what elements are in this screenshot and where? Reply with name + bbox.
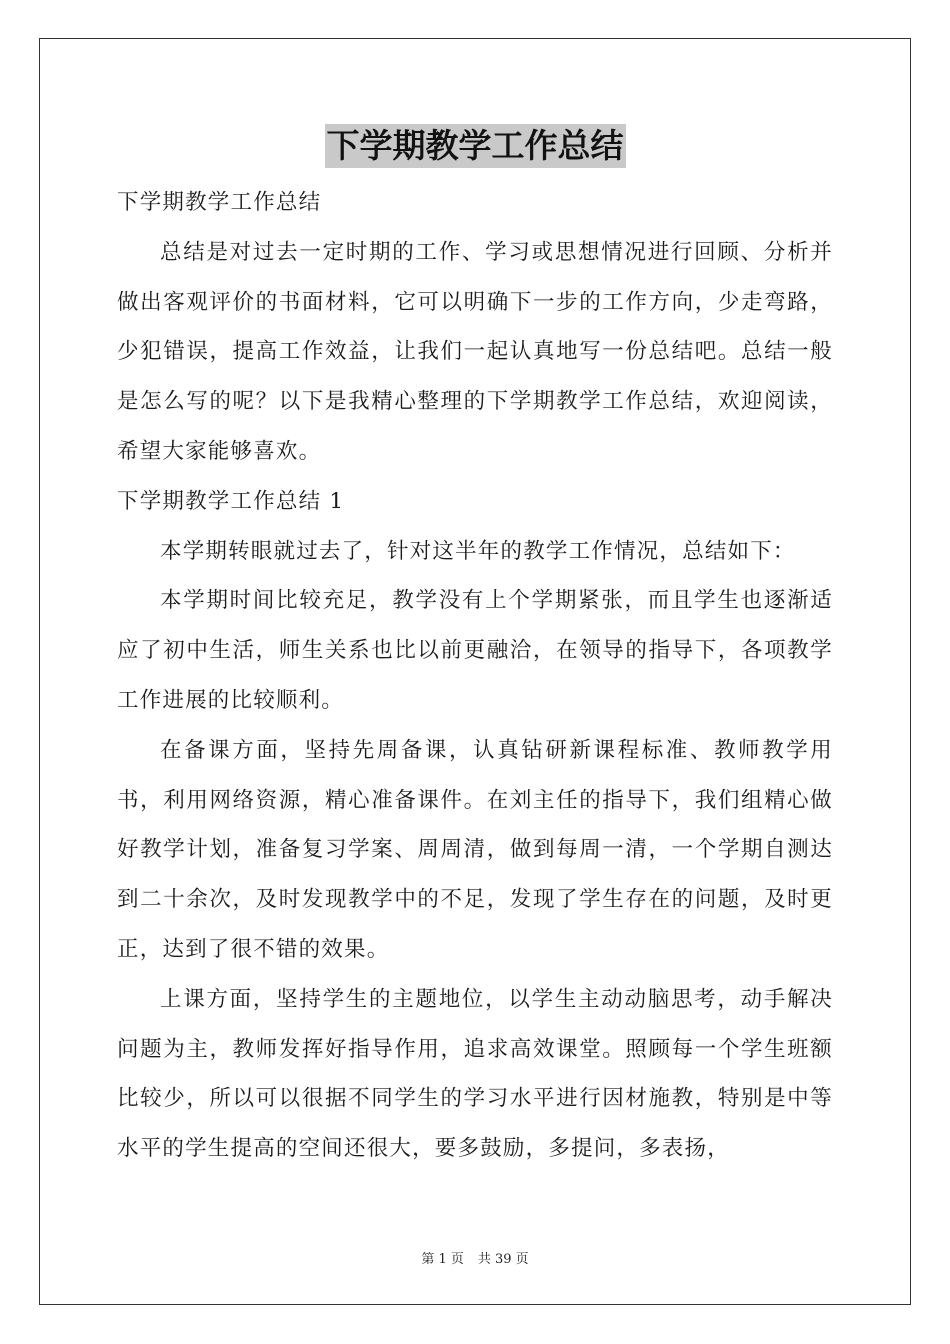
page-number: 第 1 页: [421, 1252, 464, 1267]
paragraph: 总结是对过去一定时期的工作、学习或思想情况进行回顾、分析并做出客观评价的书面材料，它可以明确下一步的工作方向，少走弯路，少犯错误，提高工作效益，让我们一起认真地写一份总结吧。总结一般是怎么写的呢？以下是我精心整理的下学期教学工作总结，欢迎阅读，希望大家能够喜欢。: [117, 239, 833, 464]
paragraph: 本学期时间比较充足，教学没有上个学期紧张，而且学生也逐渐适应了初中生活，师生关系也比以前更融洽，在领导的指导下，各项教学工作进展的比较顺利。: [117, 588, 833, 713]
paragraph: 下学期教学工作总结 1: [117, 488, 345, 514]
page-footer: [0, 1248, 950, 1267]
document-title: 下学期教学工作总结: [325, 124, 626, 168]
title-container: [0, 124, 950, 168]
paragraph: 本学期转眼就过去了，针对这半年的教学工作情况，总结如下：: [160, 538, 796, 564]
paragraph: 上课方面，坚持学生的主题地位，以学生主动动脑思考，动手解决问题为主，教师发挥好指导作用，追求高效课堂。照顾每一个学生班额比较少，所以可以很据不同学生的学习水平进行因材施教，特别是中等水平的学生提高的空间还很大，要多鼓励，多提问，多表扬，: [117, 986, 833, 1162]
paragraph: 在备课方面，坚持先周备课，认真钻研新课程标准、教师教学用书，利用网络资源，精心准备课件。在刘主任的指导下，我们组精心做好教学计划，准备复习学案、周周清，做到每周一清，一个学期自测达到二十余次，及时发现教学中的不足，发现了学生存在的问题，及时更正，达到了很不错的效果。: [117, 737, 833, 962]
page-total: 共 39 页: [477, 1252, 529, 1267]
document-body: [117, 178, 833, 1174]
paragraph: 下学期教学工作总结: [117, 190, 322, 215]
